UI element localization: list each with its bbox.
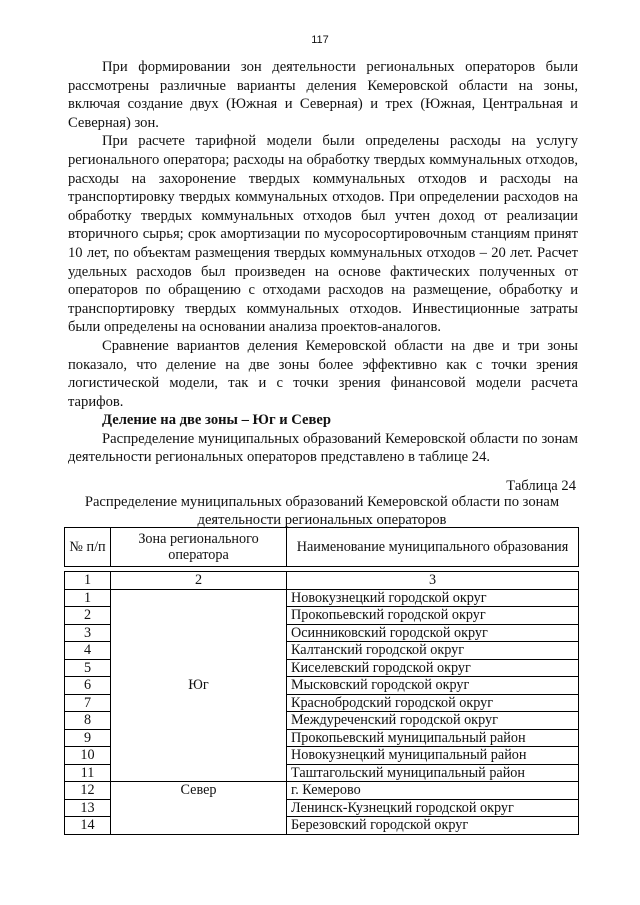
municipality-name: Мысковский городской округ <box>287 677 579 695</box>
municipality-name: Краснобродский городской округ <box>287 694 579 712</box>
body-text <box>68 58 578 467</box>
table-row <box>65 782 579 800</box>
row-number: 1 <box>65 589 111 607</box>
table-caption: Распределение муниципальных образований Кемеровской области по зонам деятельности региональных операторов <box>84 494 560 528</box>
municipality-name: Ленинск-Кузнецкий городской округ <box>287 799 579 817</box>
header-name: Наименование муниципального образования <box>287 528 579 567</box>
page-number: 117 <box>311 34 329 46</box>
row-number: 7 <box>65 694 111 712</box>
municipality-name: Березовский городской округ <box>287 817 579 835</box>
municipality-name: Междуреченский городской округ <box>287 712 579 730</box>
index-cell: 3 <box>287 572 579 590</box>
municipality-name: Таштагольский муниципальный район <box>287 764 579 782</box>
row-number: 11 <box>65 764 111 782</box>
municipality-name: г. Кемерово <box>287 782 579 800</box>
row-number: 3 <box>65 624 111 642</box>
index-cell: 2 <box>111 572 287 590</box>
municipality-name: Прокопьевский городской округ <box>287 607 579 625</box>
municipality-name: Осинниковский городской округ <box>287 624 579 642</box>
municipality-name: Новокузнецкий городской округ <box>287 589 579 607</box>
table-label: Таблица 24 <box>506 478 576 494</box>
municipality-name: Киселевский городской округ <box>287 659 579 677</box>
zone-cell: Юг <box>111 589 287 782</box>
paragraph: Распределение муниципальных образований Кемеровской области по зонам деятельности региональных операторов представлено в таблице 24. <box>68 430 578 466</box>
municipalities-table <box>64 527 579 835</box>
municipality-name: Калтанский городской округ <box>287 642 579 660</box>
table-header-row <box>65 528 579 567</box>
row-number: 13 <box>65 799 111 817</box>
paragraph: Сравнение вариантов деления Кемеровской области на две и три зоны показало, что деление на две зоны более эффективно как с точки зрения логистической модели, так и с точки зрения финансовой модели расчета тарифов. <box>68 337 578 410</box>
row-number: 8 <box>65 712 111 730</box>
table-index-row <box>65 572 579 590</box>
row-number: 2 <box>65 607 111 625</box>
row-number: 9 <box>65 729 111 747</box>
municipality-name: Новокузнецкий муниципальный район <box>287 747 579 765</box>
row-number: 4 <box>65 642 111 660</box>
row-number: 14 <box>65 817 111 835</box>
paragraph: При формировании зон деятельности региональных операторов были рассмотрены различные варианты деления Кемеровской области на зоны, включая создание двух (Южная и Северная) и трех (Южная, Центральная и Северная) зон. <box>68 59 578 131</box>
municipality-name: Прокопьевский муниципальный район <box>287 729 579 747</box>
zone-cell: Север <box>111 782 287 835</box>
row-number: 10 <box>65 747 111 765</box>
row-number: 12 <box>65 782 111 800</box>
table-body <box>65 567 579 835</box>
row-number: 5 <box>65 659 111 677</box>
paragraph: При расчете тарифной модели были определены расходы на услугу регионального оператора; расходы на обработку твердых коммунальных отходов, расходы на захоронение твердых коммунальных отходов и расходы на транспортировку твердых коммунальных отходов. При определении расходов на обработку твердых коммунальных отходов был учтен доход от реализации вторичного сырья; срок амортизации по мусоросортировочным станциям принят 10 лет, по объектам размещения твердых коммунальных отходов – 20 лет. Расчет удельных расходов был произведен на основе фактических полученных от операторов по обращению с отходами расходов на размещение, обработку и транспортировку твердых коммунальных отходов. Инвестиционные затраты были определены на основании анализа проектов-аналогов. <box>68 133 578 336</box>
header-num: № п/п <box>65 528 111 567</box>
header-zone: Зона регионального оператора <box>111 528 287 567</box>
section-heading: Деление на две зоны – Юг и Север <box>102 412 331 429</box>
index-cell: 1 <box>65 572 111 590</box>
table-row <box>65 589 579 607</box>
row-number: 6 <box>65 677 111 695</box>
